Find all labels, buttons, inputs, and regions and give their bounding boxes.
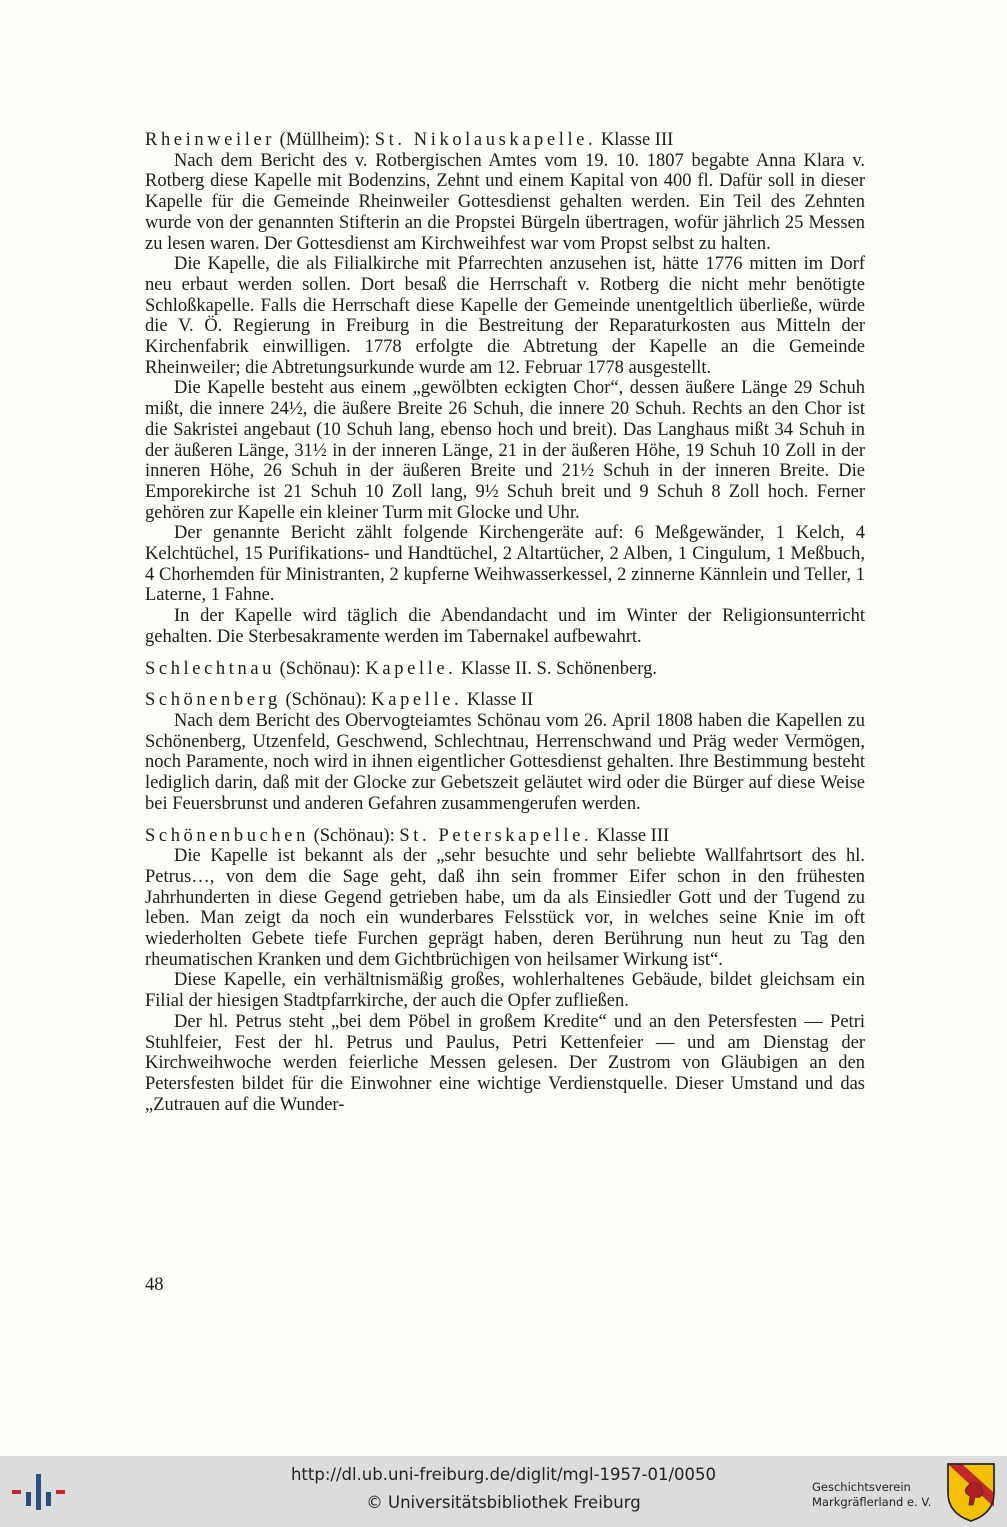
- copyright-text: © Universitätsbibliothek Freiburg: [366, 1493, 641, 1512]
- entry-class: Klasse III: [596, 130, 674, 150]
- entry-chapel: Kapelle.: [365, 658, 457, 679]
- entry-class: Klasse II. S. Schönenberg.: [456, 658, 657, 679]
- document-url-link[interactable]: http://dl.ub.uni-freiburg.de/diglit/mgl-1957-01/0050: [290, 1465, 717, 1484]
- entry-place: Schönenbuchen: [145, 825, 309, 846]
- paragraph: Die Kapelle besteht aus einem „gewölbten eckigten Chor“, dessen äußere Länge 29 Schuh mißt, die innere 24½, die äußere Breite 26 Schuh, die innere 20 Schuh. Rechts an den Chor ist die Sakristei angebaut (10 Schuh lang, ebenso hoch und breit). Das Langhaus mißt 34 Schuh in der äußeren Länge, 31½ in der inneren Länge, 21 in der äußeren Höhe, 19 Schuh 10 Zoll in der inneren Höhe, 26 Schuh in der äußeren Breite und 21½ Schuh in der inneren Breite. Die Emporekirche ist 21 Schuh 10 Zoll lang, 9½ Schuh breit und 9 Schuh 8 Zoll hoch. Ferner gehören zur Kapelle ein kleiner Turm mit Glocke und Uhr.: [145, 378, 865, 523]
- paragraph: Die Kapelle, die als Filialkirche mit Pfarrechten anzusehen ist, hätte 1776 mitten im Dorf neu erbaut werden sollen. Dort besaß die Herrschaft v. Rotberg die nicht mehr benötigte Schloßkapelle. Falls die Herrschaft diese Kapelle der Gemeinde unentgeltlich überließe, würde die V. Ö. Regierung in Freiburg in die Bestreitung der Reparaturkosten aus Mitteln der Kirchenfabrik einwilligen. 1778 erfolgte die Abtretung der Kapelle an die Gemeinde Rheinweiler; die Abtretungsurkunde wurde am 12. Februar 1778 ausgestellt.: [145, 254, 865, 378]
- coat-of-arms-icon[interactable]: [945, 1461, 997, 1523]
- entry-place: Rheinweiler: [145, 130, 276, 150]
- entry-3: [145, 690, 865, 814]
- footer-bar: [0, 1456, 1007, 1527]
- entry-class: Klasse II: [462, 690, 534, 711]
- entry-heading: [145, 659, 865, 680]
- paragraph: Der hl. Petrus steht „bei dem Pöbel in großem Kredite“ und an den Petersfesten — Petri Stuhlfeier, Fest der hl. Petrus und Paulus, Petri Kettenfeier — und am Dienstag der Kirchweihwoche werden feierliche Messen gelesen. Der Zustrom von Gläubigen an den Petersfesten bildet für die Einwohner eine wichtige Verdienstquelle. Dieser Umstand und das „Zutrauen auf die Wunder-: [145, 1011, 865, 1115]
- page-body: [145, 130, 865, 1115]
- entry-district: (Müllheim):: [275, 130, 375, 150]
- entry-chapel: St. Peterskapelle.: [399, 825, 593, 846]
- entry-4: [145, 826, 865, 1116]
- paragraph: Die Kapelle ist bekannt als der „sehr besuchte und sehr beliebte Wallfahrtsort des hl. Petrus…, von dem die Sage geht, daß ihn sein frommer Eifer schon in den frühesten Jahrhunderten in diese Gegend getrieben habe, um da als Einsiedler Gott und der Tugend zu leben. Man zeigt da noch ein wunderbares Felsstück vor, in welches seine Knie im oft wiederholten Gebete tiefe Furchen geprägt haben, deren Berührung nun heut zu Tag den rheumatischen Kranken und dem Gichtbrüchigen von heilsamer Wirkung ist“.: [145, 846, 865, 970]
- paragraph: In der Kapelle wird täglich die Abendandacht und im Winter der Religionsunterricht gehalten. Die Sterbesakramente werden im Tabernakel aufbewahrt.: [145, 606, 865, 647]
- entry-place: Schönenberg: [145, 690, 281, 711]
- entry-1: [145, 130, 865, 648]
- page-number: 48: [145, 1275, 164, 1295]
- entry-district: (Schönau):: [280, 690, 372, 711]
- society-line-2: Markgräflerland e. V.: [812, 1495, 932, 1509]
- paragraph: Nach dem Bericht des Obervogteiamtes Schönau vom 26. April 1808 haben die Kapellen zu Schönenberg, Utzenfeld, Geschwend, Schlechtnau, Herrenschwand und Präg weder Vermögen, noch Paramente, noch wird in ihnen eigentlicher Gottesdienst gehalten. Ihre Bestimmung besteht lediglich darin, daß mit der Glocke zur Gebetszeit geläutet wird oder die Bürger auf diese Weise bei Feuersbrunst und anderen Gefahren zusammengerufen werden.: [145, 710, 865, 814]
- society-line-1: Geschichtsverein: [812, 1480, 911, 1494]
- entry-heading: [145, 690, 865, 711]
- entry-district: (Schönau):: [275, 658, 366, 679]
- entry-district: (Schönau):: [308, 825, 400, 846]
- paragraph: Diese Kapelle, ein verhältnismäßig großes, wohlerhaltenes Gebäude, bildet gleichsam ein Filial der hiesigen Stadtpfarrkirche, der auch die Opfer zufließen.: [145, 970, 865, 1012]
- entry-heading: [145, 130, 865, 151]
- entry-2: [145, 659, 865, 680]
- society-name: [812, 1480, 942, 1510]
- entry-chapel: Kapelle.: [371, 690, 463, 711]
- paragraph: Nach dem Bericht des v. Rotbergischen Amtes vom 19. 10. 1807 begabte Anna Klara v. Rotberg diese Kapelle mit Bodenzins, Zehnt und einem Kapital von 400 fl. Dafür soll in dieser Kapelle für die Gemeinde Rheinweiler Gottesdienst gehalten werden. Ein Teil des Zehnten wurde von der genannten Stifterin an die Propstei Bürgeln übertragen, wofür jährlich 25 Messen zu lesen waren. Der Gottesdienst am Kirchweihfest war vom Propst selbst zu halten.: [145, 150, 865, 254]
- entry-chapel: St. Nikolauskapelle.: [374, 130, 597, 150]
- paragraph: Der genannte Bericht zählt folgende Kirchengeräte auf: 6 Meßgewänder, 1 Kelch, 4 Kelchtüchel, 15 Purifikations- und Handtüchel, 2 Altartücher, 2 Alben, 1 Cingulum, 1 Meßbuch, 4 Chorhemden für Ministranten, 2 kupferne Weihwasserkessel, 2 zinnerne Kännlein und Teller, 1 Laterne, 1 Fahne.: [145, 523, 865, 606]
- entry-place: Schlechtnau: [145, 658, 276, 679]
- entry-class: Klasse III: [592, 825, 670, 846]
- entry-heading: [145, 826, 865, 847]
